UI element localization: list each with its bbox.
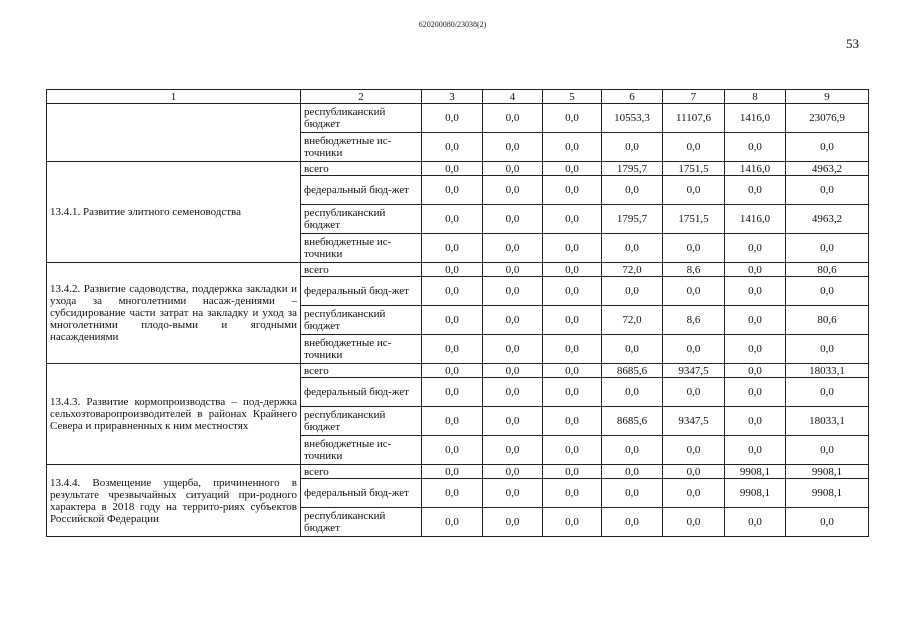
value-cell: 0,0 (725, 508, 786, 537)
value-cell: 0,0 (543, 436, 602, 465)
column-header: 4 (483, 90, 543, 104)
value-cell: 0,0 (725, 378, 786, 407)
funding-source: республиканский бюджет (301, 407, 422, 436)
value-cell: 0,0 (422, 234, 483, 263)
value-cell: 1416,0 (725, 104, 786, 133)
value-cell: 0,0 (422, 465, 483, 479)
value-cell: 0,0 (422, 176, 483, 205)
value-cell: 0,0 (543, 104, 602, 133)
value-cell: 0,0 (663, 234, 725, 263)
value-cell: 0,0 (483, 263, 543, 277)
value-cell: 1416,0 (725, 162, 786, 176)
value-cell: 0,0 (543, 277, 602, 306)
funding-source: всего (301, 465, 422, 479)
value-cell: 9347,5 (663, 364, 725, 378)
funding-source: внебюджетные ис-точники (301, 234, 422, 263)
value-cell: 1751,5 (663, 205, 725, 234)
budget-table (46, 89, 869, 537)
value-cell: 0,0 (543, 263, 602, 277)
value-cell: 0,0 (543, 364, 602, 378)
value-cell: 0,0 (725, 407, 786, 436)
value-cell: 0,0 (422, 407, 483, 436)
measure-description: 13.4.3. Развитие кормопроизводства – под-держка сельхозтоваропроизводителей в районах Крайнего Севера и приравненных к ним местностях (47, 364, 301, 465)
value-cell: 0,0 (725, 364, 786, 378)
value-cell: 0,0 (725, 133, 786, 162)
value-cell: 0,0 (543, 407, 602, 436)
funding-source: всего (301, 364, 422, 378)
funding-source: внебюджетные ис-точники (301, 335, 422, 364)
value-cell: 0,0 (543, 465, 602, 479)
value-cell: 0,0 (786, 176, 869, 205)
value-cell: 0,0 (543, 133, 602, 162)
value-cell: 0,0 (483, 436, 543, 465)
value-cell: 18033,1 (786, 407, 869, 436)
value-cell: 0,0 (543, 306, 602, 335)
table-row (47, 465, 869, 479)
value-cell: 0,0 (422, 277, 483, 306)
value-cell: 0,0 (483, 508, 543, 537)
value-cell: 0,0 (663, 508, 725, 537)
value-cell: 0,0 (483, 205, 543, 234)
value-cell: 0,0 (422, 436, 483, 465)
value-cell: 9908,1 (725, 465, 786, 479)
value-cell: 0,0 (483, 364, 543, 378)
column-header: 8 (725, 90, 786, 104)
table-row (47, 263, 869, 277)
funding-source: республиканский бюджет (301, 205, 422, 234)
value-cell: 0,0 (543, 335, 602, 364)
funding-source: внебюджетные ис-точники (301, 133, 422, 162)
value-cell: 0,0 (483, 162, 543, 176)
value-cell: 72,0 (602, 306, 663, 335)
funding-source: всего (301, 162, 422, 176)
value-cell: 80,6 (786, 306, 869, 335)
value-cell: 0,0 (422, 306, 483, 335)
value-cell: 8,6 (663, 306, 725, 335)
measure-description: 13.4.4. Возмещение ущерба, причиненного в результате чрезвычайных ситуаций при-родного характера в 2018 году на террито-риях субъектов Российской Федерации (47, 465, 301, 537)
value-cell: 0,0 (543, 205, 602, 234)
value-cell: 0,0 (422, 364, 483, 378)
table-body (47, 104, 869, 537)
funding-source: внебюджетные ис-точники (301, 436, 422, 465)
value-cell: 0,0 (422, 335, 483, 364)
value-cell: 10553,3 (602, 104, 663, 133)
table-row (47, 104, 869, 133)
value-cell: 0,0 (483, 479, 543, 508)
value-cell: 0,0 (483, 465, 543, 479)
value-cell: 8,6 (663, 263, 725, 277)
value-cell: 1795,7 (602, 205, 663, 234)
column-header: 3 (422, 90, 483, 104)
measure-description: 13.4.1. Развитие элитного семеноводства (47, 162, 301, 263)
value-cell: 8685,6 (602, 407, 663, 436)
value-cell: 0,0 (543, 162, 602, 176)
funding-source: федеральный бюд-жет (301, 176, 422, 205)
value-cell: 1416,0 (725, 205, 786, 234)
value-cell: 1751,5 (663, 162, 725, 176)
funding-source: федеральный бюд-жет (301, 378, 422, 407)
page-number: 53 (846, 36, 859, 51)
value-cell: 0,0 (422, 508, 483, 537)
value-cell: 0,0 (543, 234, 602, 263)
value-cell: 0,0 (602, 465, 663, 479)
funding-source: республиканский бюджет (301, 306, 422, 335)
value-cell: 0,0 (602, 479, 663, 508)
measure-description (47, 104, 301, 162)
value-cell: 0,0 (483, 378, 543, 407)
value-cell: 0,0 (663, 176, 725, 205)
value-cell: 0,0 (483, 176, 543, 205)
value-cell: 0,0 (602, 234, 663, 263)
column-header: 6 (602, 90, 663, 104)
value-cell: 0,0 (663, 378, 725, 407)
column-header: 9 (786, 90, 869, 104)
value-cell: 9347,5 (663, 407, 725, 436)
value-cell: 0,0 (483, 306, 543, 335)
value-cell: 0,0 (422, 104, 483, 133)
value-cell: 0,0 (422, 133, 483, 162)
value-cell: 0,0 (786, 436, 869, 465)
value-cell: 0,0 (663, 133, 725, 162)
value-cell: 0,0 (602, 378, 663, 407)
value-cell: 0,0 (543, 378, 602, 407)
value-cell: 0,0 (422, 479, 483, 508)
funding-source: республиканский бюджет (301, 508, 422, 537)
value-cell: 0,0 (483, 407, 543, 436)
value-cell: 0,0 (602, 277, 663, 306)
funding-source: всего (301, 263, 422, 277)
value-cell: 0,0 (663, 465, 725, 479)
value-cell: 0,0 (725, 277, 786, 306)
value-cell: 0,0 (786, 378, 869, 407)
value-cell: 0,0 (602, 508, 663, 537)
value-cell: 0,0 (602, 176, 663, 205)
value-cell: 0,0 (483, 335, 543, 364)
value-cell: 0,0 (725, 306, 786, 335)
value-cell: 0,0 (786, 234, 869, 263)
column-header: 1 (47, 90, 301, 104)
value-cell: 0,0 (543, 508, 602, 537)
value-cell: 0,0 (543, 479, 602, 508)
value-cell: 0,0 (725, 436, 786, 465)
value-cell: 0,0 (786, 277, 869, 306)
value-cell: 0,0 (663, 436, 725, 465)
value-cell: 11107,6 (663, 104, 725, 133)
value-cell: 0,0 (602, 335, 663, 364)
value-cell: 0,0 (786, 133, 869, 162)
funding-source: федеральный бюд-жет (301, 277, 422, 306)
value-cell: 0,0 (422, 205, 483, 234)
value-cell: 9908,1 (725, 479, 786, 508)
table-row (47, 364, 869, 378)
value-cell: 0,0 (483, 277, 543, 306)
funding-source: федеральный бюд-жет (301, 479, 422, 508)
value-cell: 0,0 (422, 162, 483, 176)
value-cell: 0,0 (786, 335, 869, 364)
value-cell: 8685,6 (602, 364, 663, 378)
value-cell: 0,0 (602, 436, 663, 465)
value-cell: 0,0 (483, 234, 543, 263)
value-cell: 0,0 (483, 104, 543, 133)
value-cell: 0,0 (543, 176, 602, 205)
column-header: 7 (663, 90, 725, 104)
value-cell: 0,0 (602, 133, 663, 162)
header-row (47, 90, 869, 104)
value-cell: 0,0 (725, 176, 786, 205)
table-row (47, 162, 869, 176)
value-cell: 80,6 (786, 263, 869, 277)
measure-description: 13.4.2. Развитие садоводства, поддержка закладки и ухода за многолетними насаж-дениями – субсидирование части затрат на закладку и уход за многолетними плодо-выми и ягодными насаждениями (47, 263, 301, 364)
value-cell: 0,0 (786, 508, 869, 537)
value-cell: 4963,2 (786, 205, 869, 234)
column-header: 2 (301, 90, 422, 104)
value-cell: 72,0 (602, 263, 663, 277)
value-cell: 0,0 (663, 479, 725, 508)
value-cell: 9908,1 (786, 479, 869, 508)
value-cell: 1795,7 (602, 162, 663, 176)
value-cell: 0,0 (725, 335, 786, 364)
column-header: 5 (543, 90, 602, 104)
document-id: 620200080/23038(2) (418, 20, 487, 29)
value-cell: 0,0 (663, 277, 725, 306)
funding-source: республиканский бюджет (301, 104, 422, 133)
value-cell: 4963,2 (786, 162, 869, 176)
value-cell: 23076,9 (786, 104, 869, 133)
value-cell: 0,0 (725, 234, 786, 263)
value-cell: 0,0 (422, 263, 483, 277)
value-cell: 9908,1 (786, 465, 869, 479)
value-cell: 0,0 (422, 378, 483, 407)
value-cell: 0,0 (725, 263, 786, 277)
value-cell: 0,0 (483, 133, 543, 162)
value-cell: 18033,1 (786, 364, 869, 378)
value-cell: 0,0 (663, 335, 725, 364)
